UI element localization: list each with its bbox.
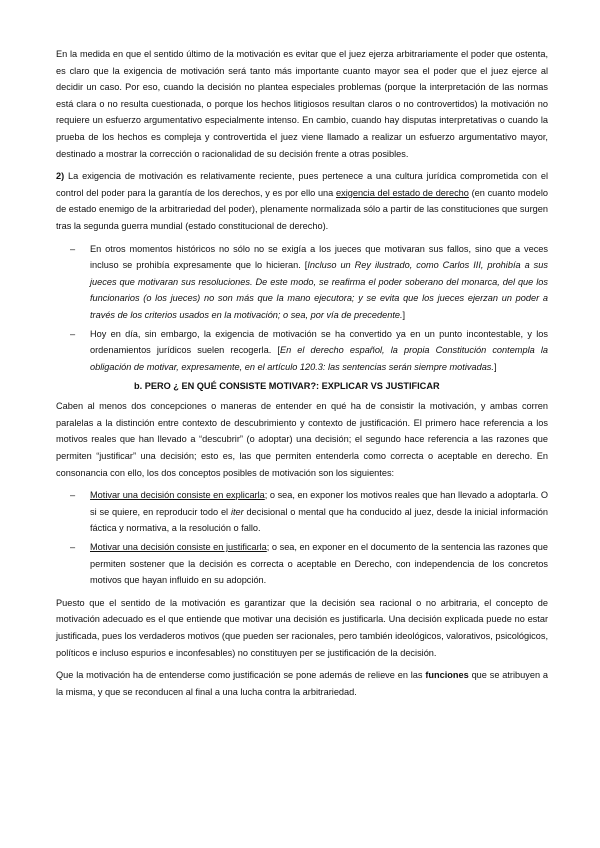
list-item-text: En otros momentos históricos no sólo no se exigía a los jueces que motivaran sus fallos, sino que a veces incluso se prohibía expresamente que lo hicieran. [ (90, 243, 548, 271)
dash-bullet: – (70, 490, 76, 501)
section-heading-b: b. PERO ¿ EN QUÉ CONSISTE MOTIVAR?: EXPLICAR VS JUSTIFICAR (134, 381, 440, 392)
paragraph-5-text-a: Que la motivación ha de entenderse como justificación se pone además de relieve en las (56, 670, 426, 681)
list-item-end: ] (493, 361, 497, 372)
historical-list (56, 241, 548, 376)
list-item-underlined: Motivar una decisión consiste en justificarla (90, 542, 267, 553)
dash-bullet: – (70, 328, 76, 339)
dash-bullet: – (70, 243, 76, 254)
paragraph-2-text-b: (en cuanto modelo de estado enemigo de la arbitrariedad del poder), plenamente normalizada sólo a partir de las constituciones que surgen tras la segunda guerra mundial (estado constitucional de derecho). (56, 187, 549, 231)
list-item-text-a: ; o sea, en exponer los motivos reales que han llevado a adoptarla. O si se quiere, en reproducir todo el (90, 490, 548, 517)
list-item (56, 241, 548, 324)
list-item (56, 487, 548, 537)
paragraph-3: Caben al menos dos concepciones o maneras de entender en qué ha de consistir la motivación, y ambas corren paralelas a la distinción entre contexto de descubrimiento y contexto de justificación. El primero hace referencia a los motivos reales que han llevado a “descubrir” (o adoptar) una decisión; el segundo hace referencia a las razones que permiten “justificar” una decisión; esto es, las que permiten entenderla como correcta o aceptable en derecho. En consonancia con ello, los dos conceptos posibles de motivación son los siguientes: (56, 401, 548, 478)
paragraph-2-underlined: exigencia del estado de derecho (335, 187, 469, 198)
list-item-italic: Incluso un Rey ilustrado, como Carlos III, prohibía a sus jueces que motivaran sus resoluciones. De este modo, se reafirma el poder soberano del monarca, del que los funcionarios (o los jueces) no son más que la mano ejecutora; y se evita que los jueces ejerzan un poder a través de los criterios usados en la motivación; o sea, por vía de precedente. (90, 260, 548, 320)
paragraph-5 (56, 667, 548, 700)
list-item (56, 539, 548, 589)
list-item-text: Hoy en día, sin embargo, la exigencia de motivación se ha convertido ya en un punto incontestable, y los ordenamientos jurídicos suelen recogerla. [ (90, 328, 548, 356)
list-item-text-a: ; o sea, en exponer en el documento de la sentencia las razones que permiten sostener que la decisión es correcta o aceptable en Derecho, con independencia de los concretos motivos que hayan influido en su adopción. (90, 542, 548, 586)
list-item-end: ] (402, 309, 406, 320)
list-item-underlined: Motivar una decisión consiste en explicarla (90, 490, 265, 501)
paragraph-2-number: 2) (56, 171, 65, 182)
paragraph-5-bold: funciones (425, 670, 469, 681)
list-item-italic: iter (230, 506, 244, 517)
list-item (56, 326, 548, 376)
list-item-text-b: decisional o mental que ha conducido al juez, desde la inicial información fáctica y normativa, a la resolución o fallo. (90, 506, 548, 534)
paragraph-1: En la medida en que el sentido último de la motivación es evitar que el juez ejerza arbitrariamente el poder que ostenta, es claro que la exigencia de motivación será tanto más importante cuanto mayor sea el poder que el juez ejerce al decidir un caso. Por eso, cuando la decisión no plantea especiales problemas (porque la interpretación de las normas está clara o no resulta cuestionada, o porque los hechos litigiosos resultan claros o no controvertidos) la motivación no requiere un esfuerzo argumentativo especialmente intenso. En cambio, cuando hay disputas interpretativas o cuando la prueba de los hechos es compleja y controvertida el juez viene llamado a realizar un esfuerzo argumentativo mayor, destinado a mostrar la corrección o racionalidad de su decisión frente a otras posibles. (56, 49, 548, 159)
dash-bullet: – (70, 542, 76, 553)
paragraph-5-text-b: que se atribuyen a la misma, y que se reconducen al final a una lucha contra la arbitrariedad. (56, 670, 548, 697)
paragraph-2 (56, 168, 548, 234)
paragraph-4: Puesto que el sentido de la motivación es garantizar que la decisión sea racional o no arbitraria, el concepto de motivación adecuado es el que entiende que motivar una decisión es justificarla. Una decisión explicada puede no estar justificada, pues los verdaderos motivos (que pueden ser racionales, pero también ideológicos, valorativos, psicológicos, políticos e incluso espurios e inconfesables) no constituyen per se justificación de la decisión. (56, 597, 548, 658)
paragraph-2-text-a: La exigencia de motivación es relativamente reciente, pues pertenece a una cultura jurídica comprometida con el control del poder para la garantía de los derechos, y es por ello una (56, 171, 548, 198)
list-item-italic: En el derecho español, la propia Constitución contempla la obligación de motivar, expresamente, en el artículo 120.3: las sentencias serán siempre motivadas. (90, 345, 548, 372)
concepts-list (56, 487, 548, 589)
